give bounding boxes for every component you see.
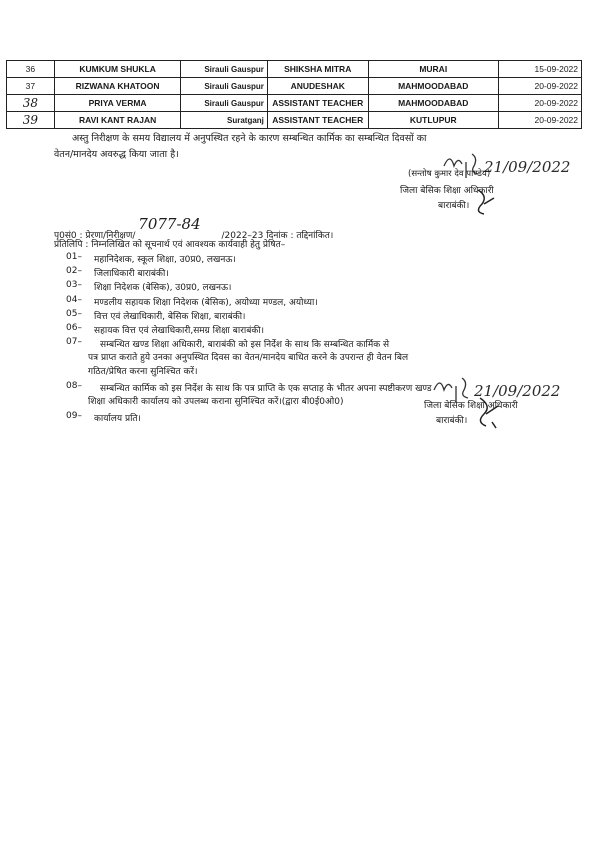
name-cell: RAVI KANT RAJAN	[54, 112, 181, 129]
copy-list-text: सम्बन्धित खण्ड शिक्षा अधिकारी, बाराबंकी को इस निर्देश के साथ कि सम्बन्धित कार्मिक से	[100, 340, 390, 351]
reference-number-handwritten: 7077-84	[138, 215, 201, 233]
order-text-line-2: वेतन/मानदेय अवरुद्ध किया जाता है।	[54, 149, 179, 160]
copy-heading: प्रतिलिपि : निम्नलिखित को सूचनार्थ एवं आवश्यक कार्यवाही हेतु प्रेषित–	[54, 240, 286, 250]
name-cell: PRIYA VERMA	[54, 95, 181, 112]
copy-list-text: गठित/प्रेषित करना सुनिश्चित करें।	[88, 366, 198, 377]
copy-list-number: 08–	[66, 380, 82, 391]
officer-designation-2: जिला बेसिक शिक्षा अधिकारी	[424, 401, 518, 411]
serial-number-cell: 36	[7, 61, 55, 78]
officer-place: बाराबंकी।	[438, 201, 470, 211]
date-cell: 20-09-2022	[498, 112, 581, 129]
serial-number-cell: 39	[7, 112, 55, 129]
handwritten-date-2: 21/09/2022	[474, 382, 561, 400]
copy-list-text: वित्त एवं लेखाधिकारी, बेसिक शिक्षा, बाराबंकी।	[94, 311, 246, 322]
copy-list-number: 02–	[66, 266, 82, 277]
date-cell: 15-09-2022	[498, 61, 581, 78]
reference-prefix: पृ0सं0 : प्रेरणा/निरीक्षण/	[54, 231, 136, 241]
copy-list-text: पत्र प्राप्त कराते हुये उनका अनुपस्थित दिवस का वेतन/मानदेय बाधित करने के उपरान्त ही वेतन बिल	[88, 353, 409, 364]
officer-designation: जिला बेसिक शिक्षा अधिकारी	[400, 186, 494, 196]
officer-place-2: बाराबंकी।	[436, 416, 468, 426]
block-cell: Sirauli Gauspur	[181, 61, 268, 78]
copy-list-number: 03–	[66, 280, 82, 291]
date-cell: 20-09-2022	[498, 95, 581, 112]
copy-list-text: सहायक वित्त एवं लेखाधिकारी,समग्र शिक्षा बाराबंकी।	[94, 326, 264, 336]
copy-list-text: शिक्षा निदेशक (बेसिक), उ0प्र0, लखनऊ।	[94, 283, 232, 294]
serial-number-cell: 38	[7, 95, 55, 112]
table-row	[7, 78, 582, 95]
school-cell: MAHMOODABAD	[368, 78, 498, 95]
school-cell: MAHMOODABAD	[368, 95, 498, 112]
table-row	[7, 95, 582, 112]
copy-list-number: 07–	[66, 337, 82, 348]
copy-list-number: 01–	[66, 252, 82, 262]
designation-cell: ANUDESHAK	[267, 78, 368, 95]
copy-list-text: मण्डलीय सहायक शिक्षा निदेशक (बेसिक), अयोध्या मण्डल, अयोध्या।	[94, 297, 318, 308]
copy-list-text: शिक्षा अधिकारी कार्यालय को उपलब्ध कराना सुनिश्चित करें।(द्वारा बी0ई0ओ0)	[88, 397, 344, 407]
school-cell: KUTLUPUR	[368, 112, 498, 129]
block-cell: Sirauli Gauspur	[181, 78, 268, 95]
copy-list-text: जिलाधिकारी बाराबंकी।	[94, 269, 169, 280]
copy-list-number: 04–	[66, 294, 82, 305]
designation-cell: ASSISTANT TEACHER	[267, 95, 368, 112]
copy-list-number: 05–	[66, 308, 82, 319]
table-row	[7, 112, 582, 129]
copy-list-text: सम्बन्धित कार्मिक को इस निर्देश के साथ कि पत्र प्राप्ति के एक सप्ताह के भीतर अपना स्पष्टीकरण खण्ड	[100, 383, 432, 394]
order-text-line-1: अस्तु निरीक्षण के समय विद्यालय में अनुपस्थित रहने के कारण सम्बन्धित कार्मिक का सम्बन्धित दिवसों का	[72, 133, 427, 144]
copy-list-text: महानिदेशक, स्कूल शिक्षा, उ0प्र0, लखनऊ।	[94, 255, 236, 265]
table-row	[7, 61, 582, 78]
name-cell: KUMKUM SHUKLA	[54, 61, 181, 78]
copy-list-text: कार्यालय प्रति।	[94, 414, 141, 425]
absent-staff-table	[6, 60, 582, 129]
serial-number-cell: 37	[7, 78, 55, 95]
date-cell: 20-09-2022	[498, 78, 581, 95]
handwritten-date-1: 21/09/2022	[484, 158, 571, 176]
copy-list-number: 06–	[66, 323, 82, 333]
block-cell: Suratganj	[181, 112, 268, 129]
reference-suffix: /2022–23 दिनांक : तद्दिनांकित।	[221, 231, 334, 241]
designation-cell: ASSISTANT TEACHER	[267, 112, 368, 129]
block-cell: Sirauli Gauspur	[181, 95, 268, 112]
designation-cell: SHIKSHA MITRA	[267, 61, 368, 78]
school-cell: MURAI	[368, 61, 498, 78]
name-cell: RIZWANA KHATOON	[54, 78, 181, 95]
copy-list-number: 09–	[66, 411, 82, 422]
officer-name: (सन्तोष कुमार देव पाण्डेय)	[408, 169, 491, 179]
